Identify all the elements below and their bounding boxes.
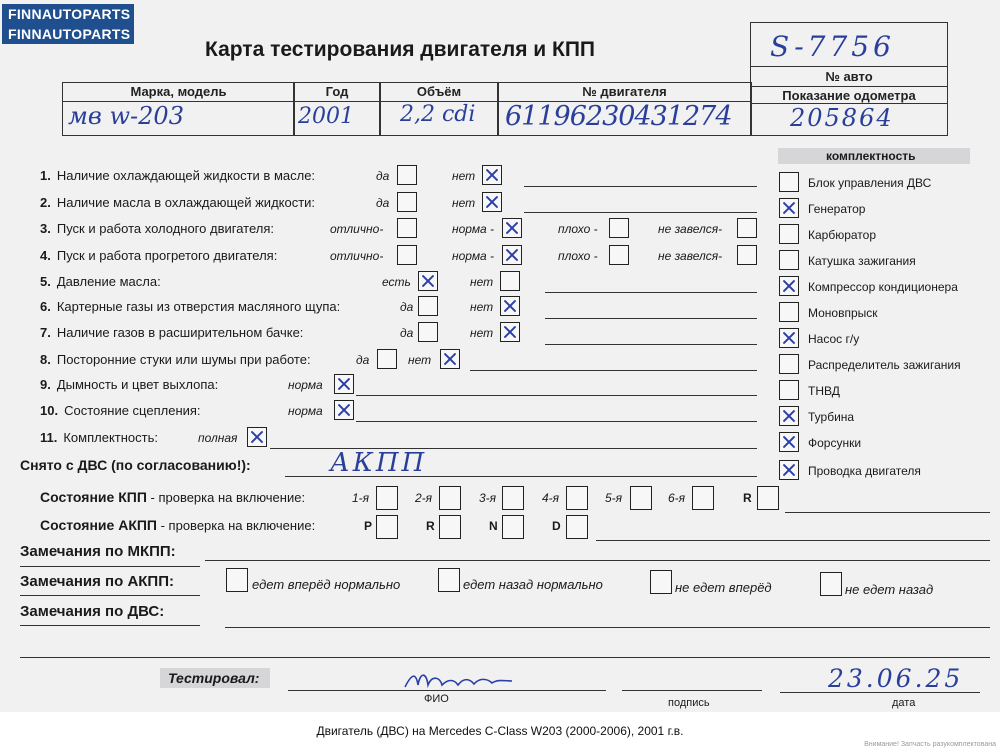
option-label: нет [470, 275, 494, 289]
kpp-gear-r-checkbox[interactable] [757, 486, 779, 510]
option-label: норма [288, 378, 323, 392]
odometer-value: 205864 [790, 104, 894, 132]
q1-yes-checkbox[interactable] [397, 165, 417, 185]
option-label: полная [198, 431, 238, 445]
akpp-no-forward-checkbox[interactable] [650, 570, 672, 594]
question-8: 8. Посторонние стуки или шумы при работе: [40, 352, 311, 367]
make-value: мв w-203 [68, 102, 184, 130]
option-label: да [376, 169, 390, 183]
q4-normal-checkbox[interactable] [502, 245, 522, 265]
question-1: 1. Наличие охлаждающей жидкости в масле: [40, 168, 316, 183]
gear-label: D [552, 519, 561, 533]
q3-normal-checkbox[interactable] [502, 218, 522, 238]
option-label: да [400, 300, 414, 314]
option-label: да [376, 196, 390, 210]
kit-item-label: Распределитель зажигания [808, 358, 961, 372]
reg-no-label: № авто [825, 69, 873, 84]
question-3: 3. Пуск и работа холодного двигателя: [40, 221, 274, 236]
q3-excellent-checkbox[interactable] [397, 218, 417, 238]
option-label: плохо - [558, 222, 598, 236]
option-label: плохо - [558, 249, 598, 263]
question-9: 9. Дымность и цвет выхлопа: [40, 377, 219, 392]
q3-no-start-checkbox[interactable] [737, 218, 757, 238]
option-label: не завелся- [658, 249, 723, 263]
tested-label: Тестировал: [168, 670, 260, 686]
remarks-dvs-label: Замечания по ДВС: [20, 603, 165, 620]
kit-turbo-checkbox[interactable] [779, 406, 799, 426]
akpp-remark-option: не едет вперёд [675, 580, 772, 595]
kit-item-label: Блок управления ДВС [808, 176, 932, 190]
option-label: нет [452, 196, 476, 210]
option-label: да [400, 326, 414, 340]
engine-no-value: 61196230431274 [505, 101, 732, 132]
remarks-akpp-label: Замечания по АКПП: [20, 573, 174, 590]
akpp-no-backward-checkbox[interactable] [820, 572, 842, 596]
kit-item-label: Турбина [808, 410, 855, 424]
kit-item-label: Карбюратор [808, 228, 877, 242]
kit-distributor-checkbox[interactable] [779, 354, 799, 374]
option-label: нет [452, 169, 476, 183]
question-4: 4. Пуск и работа прогретого двигателя: [40, 248, 278, 263]
kpp-gear-3-checkbox[interactable] [502, 486, 524, 510]
gear-label: N [489, 519, 498, 533]
option-label: отлично- [330, 249, 384, 263]
q6-yes-checkbox[interactable] [418, 296, 438, 316]
option-label: нет [470, 300, 494, 314]
kpp-gear-4-checkbox[interactable] [566, 486, 588, 510]
odometer-label: Показание одометра [782, 88, 916, 103]
kit-injection-pump-checkbox[interactable] [779, 380, 799, 400]
date-value: 23.06.25 [828, 664, 964, 693]
engine-no-label: № двигателя [582, 84, 667, 99]
option-label: нет [408, 353, 432, 367]
option-label: есть [382, 275, 411, 289]
akpp-p-checkbox[interactable] [376, 515, 398, 539]
gear-label: 6-я [668, 491, 686, 505]
reg-no-value: S-7756 [770, 30, 895, 63]
q8-no-checkbox[interactable] [440, 349, 460, 369]
akpp-n-checkbox[interactable] [502, 515, 524, 539]
kit-item-label: Насос г/у [808, 332, 860, 346]
removed-value: АКПП [330, 448, 428, 478]
watermark-logo: FINNAUTOPARTS [2, 24, 134, 44]
q2-no-checkbox[interactable] [482, 192, 502, 212]
year-value: 2001 [298, 104, 354, 129]
question-11: 11. Комплектность: [40, 430, 158, 445]
volume-value: 2,2 cdi [400, 102, 476, 127]
removed-label: Снято с ДВС (по согласованию!): [20, 457, 251, 473]
kit-item-label: Генератор [808, 202, 866, 216]
kit-item-label: Проводка двигателя [808, 464, 921, 478]
option-label: нет [470, 326, 494, 340]
akpp-remark-option: не едет назад [845, 582, 934, 597]
gear-label: 3-я [479, 491, 497, 505]
kit-item-label: ТНВД [808, 384, 840, 398]
q4-no-start-checkbox[interactable] [737, 245, 757, 265]
kpp-gear-2-checkbox[interactable] [439, 486, 461, 510]
corner-note: Внимание! Запчасть разукомплектована [864, 741, 996, 748]
kpp-gear-5-checkbox[interactable] [630, 486, 652, 510]
kit-ecu-checkbox[interactable] [779, 172, 799, 192]
date-label: дата [892, 697, 916, 709]
akpp-backward-ok-checkbox[interactable] [438, 568, 460, 592]
q6-no-checkbox[interactable] [500, 296, 520, 316]
gear-label: 4-я [542, 491, 560, 505]
volume-label: Объём [416, 84, 462, 99]
kit-carburetor-checkbox[interactable] [779, 224, 799, 244]
question-5: 5. Давление масла: [40, 274, 161, 289]
q4-excellent-checkbox[interactable] [397, 245, 417, 265]
kit-item-label: Компрессор кондиционера [808, 280, 958, 294]
q1-no-checkbox[interactable] [482, 165, 502, 185]
question-10: 10. Состояние сцепления: [40, 403, 201, 418]
option-label: отлично- [330, 222, 384, 236]
q4-bad-checkbox[interactable] [609, 245, 629, 265]
kit-alternator-checkbox[interactable] [779, 198, 799, 218]
q9-normal-checkbox[interactable] [334, 374, 354, 394]
image-caption: Двигатель (ДВС) на Mercedes C-Class W203 (2000-2006), 2001 г.в. [0, 712, 1000, 750]
question-6: 6. Картерные газы из отверстия масляного щупа: [40, 299, 341, 314]
signature-label: подпись [668, 697, 710, 709]
option-label: норма - [452, 222, 495, 236]
q5-yes-checkbox[interactable] [418, 271, 438, 291]
kit-wiring-checkbox[interactable] [779, 460, 799, 480]
kit-ignition-coil-checkbox[interactable] [779, 250, 799, 270]
kpp-gear-1-checkbox[interactable] [376, 486, 398, 510]
kit-item-label: Катушка зажигания [808, 254, 916, 268]
make-label: Марка, модель [130, 84, 227, 99]
watermark-logo: FINNAUTOPARTS [2, 4, 134, 24]
year-label: Год [325, 84, 349, 99]
q3-bad-checkbox[interactable] [609, 218, 629, 238]
gear-label: 1-я [352, 491, 370, 505]
akpp-label: Состояние АКПП - проверка на включение: [40, 517, 316, 533]
option-label: не завелся- [658, 222, 723, 236]
question-2: 2. Наличие масла в охлаждающей жидкости: [40, 195, 316, 210]
kit-power-steering-pump-checkbox[interactable] [779, 328, 799, 348]
gear-label: 5-я [605, 491, 623, 505]
q10-normal-checkbox[interactable] [334, 400, 354, 420]
kpp-label: Состояние КПП - проверка на включение: [40, 489, 306, 505]
q7-no-checkbox[interactable] [500, 322, 520, 342]
gear-label: 2-я [415, 491, 433, 505]
option-label: да [356, 353, 370, 367]
akpp-r-checkbox[interactable] [439, 515, 461, 539]
remarks-mkpp-label: Замечания по МКПП: [20, 543, 176, 560]
q2-yes-checkbox[interactable] [397, 192, 417, 212]
kit-mono-injection-checkbox[interactable] [779, 302, 799, 322]
kit-item-label: Форсунки [808, 436, 862, 450]
page-title: Карта тестирования двигателя и КПП [205, 38, 596, 61]
q11-full-checkbox[interactable] [247, 427, 267, 447]
akpp-d-checkbox[interactable] [566, 515, 588, 539]
kpp-gear-6-checkbox[interactable] [692, 486, 714, 510]
gear-label: R [743, 491, 752, 505]
kit-title: комплектность [826, 149, 916, 163]
kit-item-label: Моновпрыск [808, 306, 878, 320]
question-7: 7. Наличие газов в расширительном бачке: [40, 325, 304, 340]
kit-ac-compressor-checkbox[interactable] [779, 276, 799, 296]
option-label: норма - [452, 249, 495, 263]
q7-yes-checkbox[interactable] [418, 322, 438, 342]
option-label: норма [288, 404, 323, 418]
gear-label: R [426, 519, 435, 533]
fio-label: ФИО [424, 693, 449, 705]
q8-yes-checkbox[interactable] [377, 349, 397, 369]
kit-injectors-checkbox[interactable] [779, 432, 799, 452]
akpp-forward-ok-checkbox[interactable] [226, 568, 248, 592]
akpp-remark-option: едет назад нормально [463, 577, 603, 592]
akpp-remark-option: едет вперёд нормально [252, 577, 401, 592]
gear-label: P [364, 519, 373, 533]
q5-no-checkbox[interactable] [500, 271, 520, 291]
